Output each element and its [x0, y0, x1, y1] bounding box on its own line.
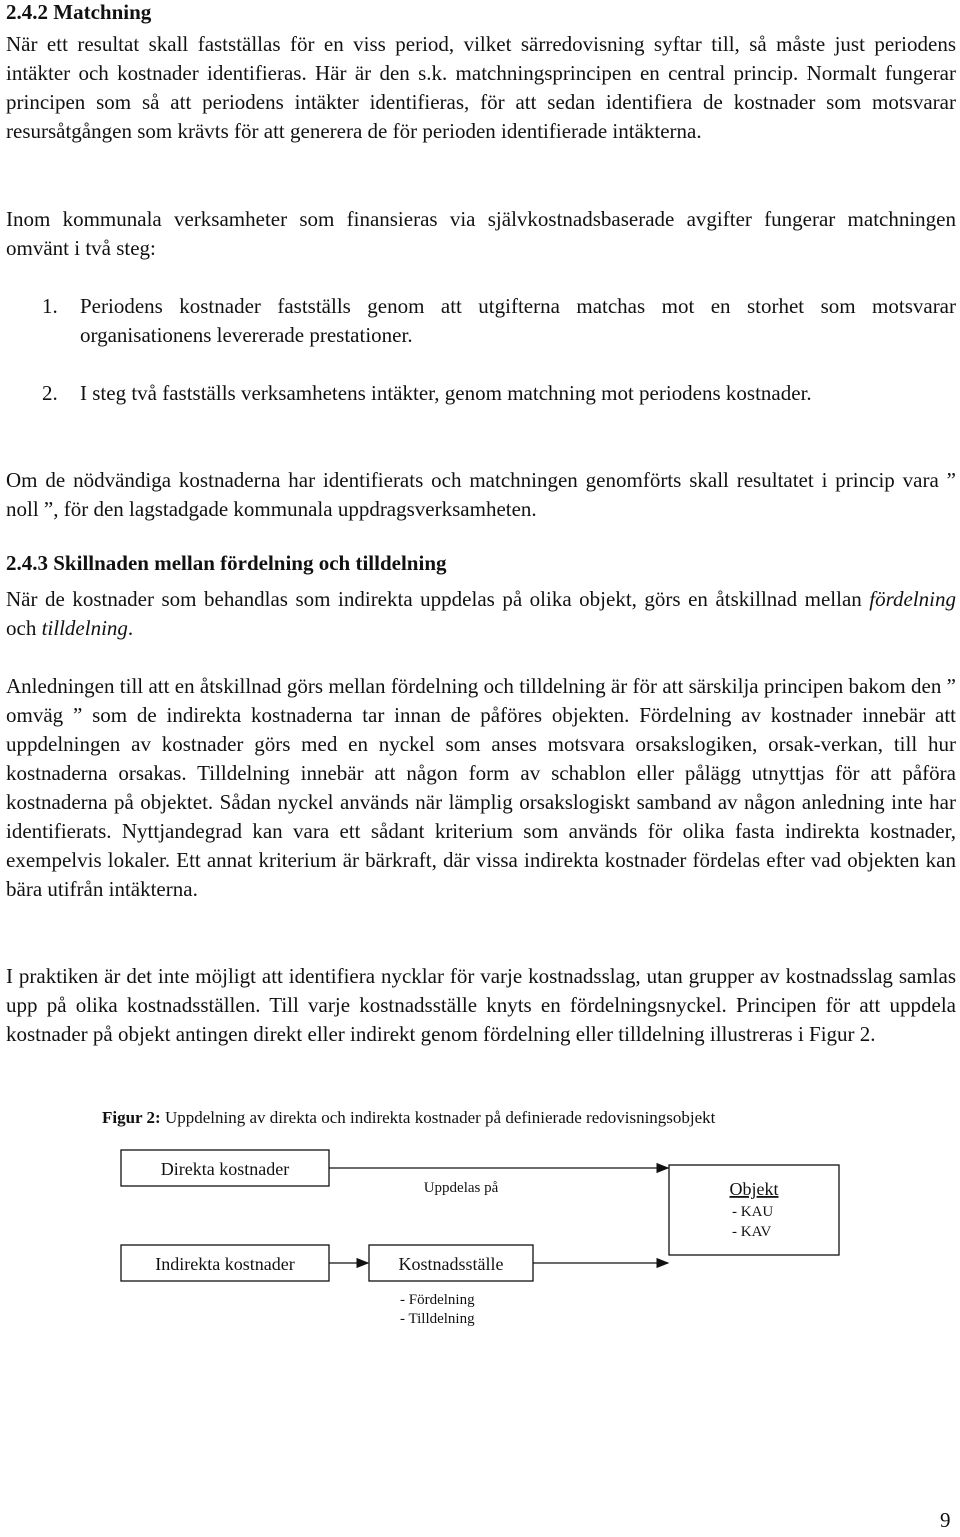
figure-caption-label: Figur 2: [102, 1108, 161, 1127]
paragraph: Om de nödvändiga kostnaderna har identifierats och matchningen genomförts skall resultatet i princip vara ” noll ”, för den lagstadgade kommunala uppdragsverksamheten. [6, 468, 956, 521]
box-cost-center-label: Kostnadsställe [398, 1254, 504, 1274]
emphasis-fordelning: fördelning [869, 587, 956, 611]
box-indirect-costs [121, 1245, 329, 1281]
figure-caption [102, 1107, 715, 1129]
page-number: 9 [940, 1508, 951, 1532]
figure-caption-text: Uppdelning av direkta och indirekta kostnader på definierade redovisningsobjekt [160, 1108, 716, 1127]
paragraph: När de kostnader som behandlas som indirekta uppdelas på olika objekt, görs en åtskillnad mellan fördelning och tilldelning. [6, 587, 956, 640]
paragraph: Anledningen till att en åtskillnad görs mellan fördelning och tilldelning är för att särskilja principen bakom den ” omväg ” som de indirekta kostnaderna tar innan de påföres objekten. Fördelning av kostnader innebär att uppdelningen av kostnader görs med en nyckel som anses motsvara orsakslogiken, orsak-verkan, till hur kostnaderna orsakas. Tilldelning innebär att någon form av schablon eller pålägg utnyttjas för att påföra kostnaderna på objektet. Sådan nyckel används när lämplig orsakslogiskt samband av någon anledning inte har identifierats. Nyttjandegrad kan vara ett sådant kriterium som används för olika fasta indirekta kostnader, exempelvis lokaler. Ett annat kriterium är bärkraft, där vissa indirekta kostnader fördelas efter vad objekten kan bära utifrån intäkterna. [6, 674, 956, 901]
emphasis-tilldelning: tilldelning [41, 616, 128, 640]
box-object [669, 1165, 839, 1255]
object-item: - KAU [732, 1204, 774, 1220]
section-heading-skillnaden: 2.4.3 Skillnaden mellan fördelning och tilldelning [6, 551, 447, 575]
box-direct-costs [121, 1150, 329, 1186]
list-text: Periodens kostnader fastställs genom att utgifterna matchas mot en storhet som motsvarar organisationens levererade prestationer. [80, 294, 956, 347]
box-cost-center [369, 1245, 533, 1281]
paragraph: När ett resultat skall fastställas för en viss period, vilket särredovisning syftar till, så måste just periodens intäkter och kostnader identifieras. Här är den s.k. matchningsprincipen en central princip. Normalt fungerar principen som så att periodens intäkter identifieras, för att sedan identifiera de kostnader som motsvarar resursåtgången som krävts för att generera de för perioden identifierade intäkterna. [6, 32, 956, 143]
paragraph: I praktiken är det inte möjligt att identifiera nycklar för varje kostnadsslag, utan grupper av kostnadsslag samlas upp på olika kostnadsställen. Till varje kostnadsställe knyts en fördelningsnyckel. Principen för att uppdela kostnader på objekt antingen direkt eller indirekt genom fördelning eller tilldelning illustreras i Figur 2. [6, 964, 956, 1046]
cost-center-item: - Tilldelning [400, 1311, 475, 1327]
list-text: I steg två fastställs verksamhetens intäkter, genom matchning mot periodens kostnader. [80, 381, 812, 405]
list-number: 2. [42, 381, 58, 405]
arrow-label-uppdelas: Uppdelas på [423, 1180, 499, 1196]
cost-center-item: - Fördelning [400, 1292, 475, 1308]
list-number: 1. [42, 294, 58, 318]
box-direct-costs-label: Direkta kostnader [160, 1159, 290, 1179]
box-indirect-costs-label: Indirekta kostnader [155, 1254, 295, 1274]
object-item: - KAV [732, 1224, 772, 1240]
paragraph: Inom kommunala verksamheter som finansieras via självkostnadsbaserade avgifter fungerar matchningen omvänt i två steg: [6, 207, 956, 260]
section-heading-matchning: 2.4.2 Matchning [6, 0, 152, 24]
object-title: Objekt [729, 1179, 779, 1199]
